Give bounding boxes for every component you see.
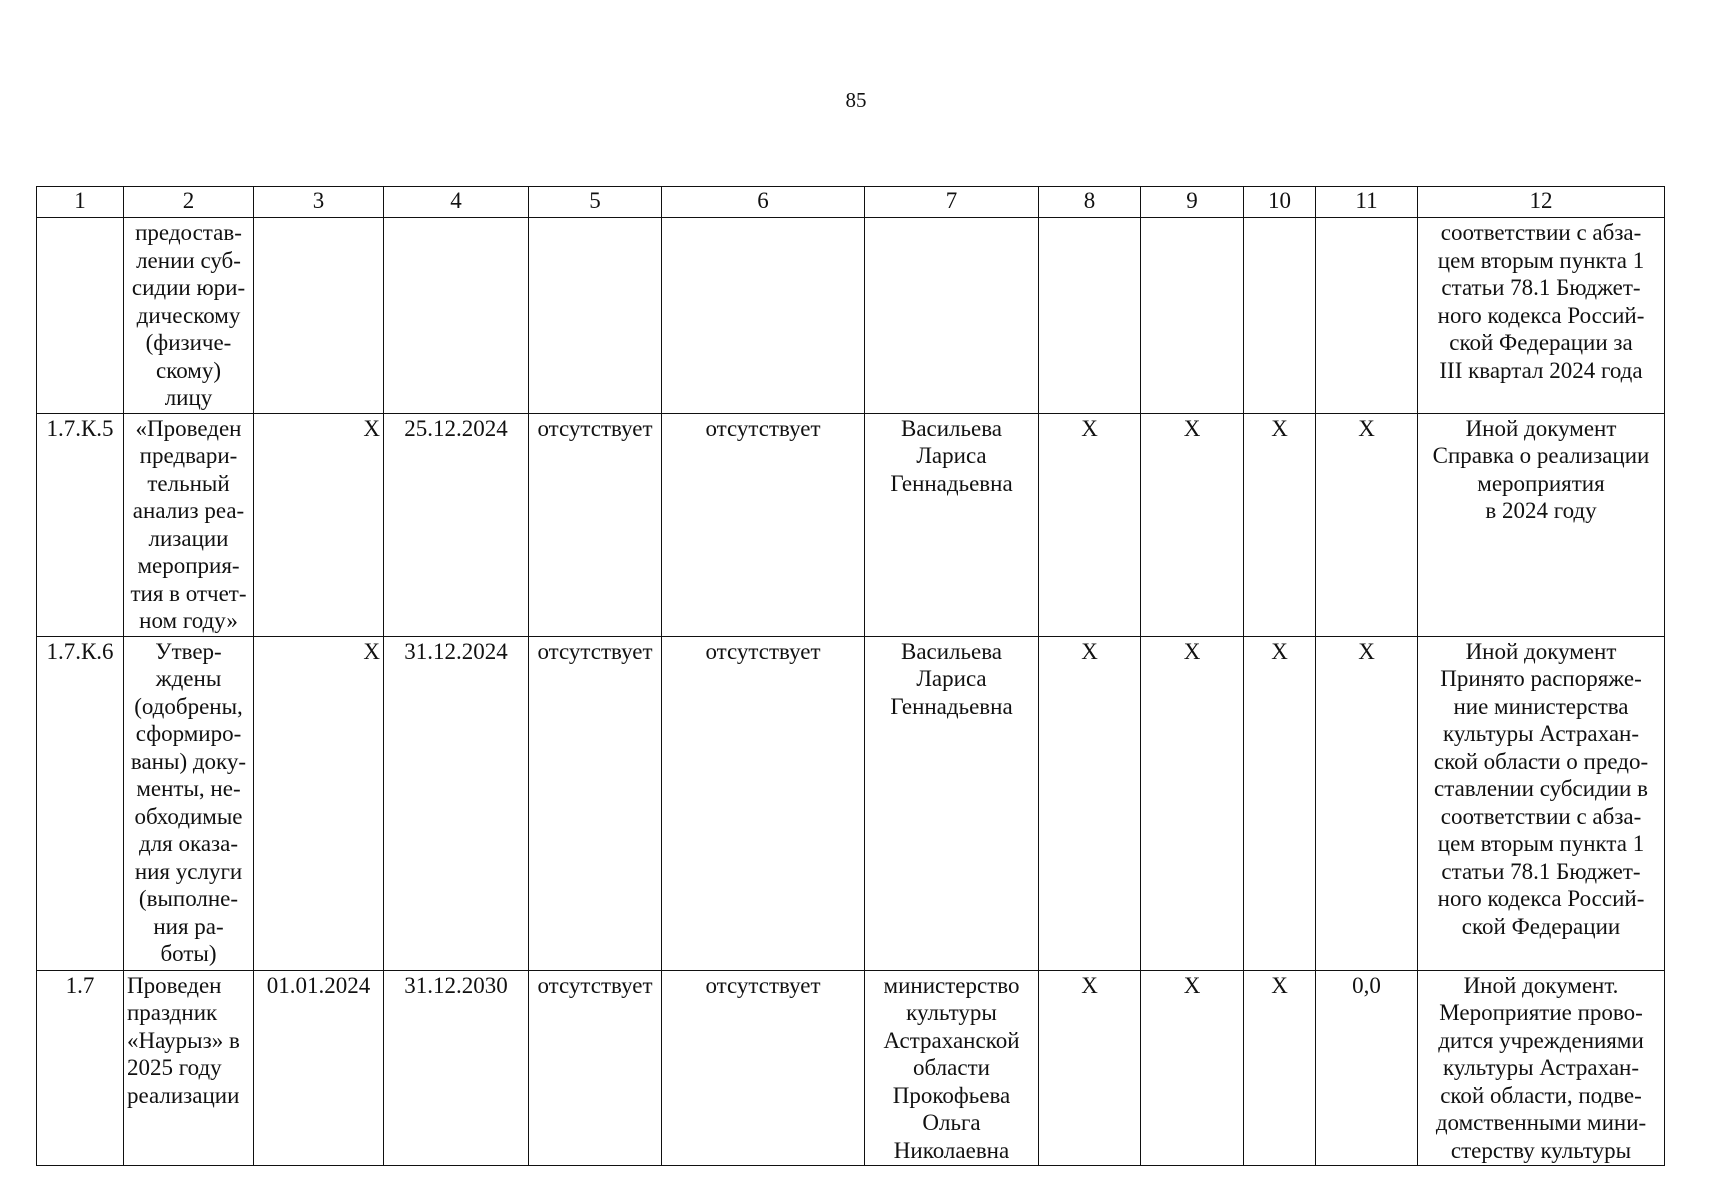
page-number: 85 bbox=[845, 88, 867, 112]
cell-number bbox=[37, 218, 124, 414]
cell-col10: X bbox=[1244, 413, 1316, 636]
cell-col9: X bbox=[1141, 970, 1244, 1166]
cell-name: предостав- лении суб- сидии юри- дическому (физиче- скому) лицу bbox=[124, 218, 254, 414]
cell-col6: отсутствует bbox=[662, 413, 865, 636]
column-header: 3 bbox=[254, 187, 384, 218]
column-header: 4 bbox=[384, 187, 529, 218]
cell-col9 bbox=[1141, 218, 1244, 414]
table-row bbox=[37, 413, 1665, 636]
cell-col11: 0,0 bbox=[1316, 970, 1418, 1166]
table-row bbox=[37, 970, 1665, 1166]
column-header: 12 bbox=[1418, 187, 1665, 218]
cell-responsible: Васильева Лариса Геннадьевна bbox=[865, 636, 1039, 970]
cell-start-date: X bbox=[254, 413, 384, 636]
cell-col8: X bbox=[1039, 413, 1141, 636]
cell-col8: X bbox=[1039, 970, 1141, 1166]
cell-end-date: 31.12.2024 bbox=[384, 636, 529, 970]
cell-col6: отсутствует bbox=[662, 970, 865, 1166]
cell-col10 bbox=[1244, 218, 1316, 414]
column-header: 7 bbox=[865, 187, 1039, 218]
cell-number: 1.7.К.5 bbox=[37, 413, 124, 636]
cell-document: Иной документ. Мероприятие прово- дится учреждениями культуры Астрахан- ской области, подве- домственными мини- стерству культуры bbox=[1418, 970, 1665, 1166]
column-header: 8 bbox=[1039, 187, 1141, 218]
cell-col5: отсутствует bbox=[529, 636, 662, 970]
column-header: 2 bbox=[124, 187, 254, 218]
column-header: 9 bbox=[1141, 187, 1244, 218]
document-table bbox=[36, 186, 1665, 1166]
column-header: 1 bbox=[37, 187, 124, 218]
table-header-row bbox=[37, 187, 1665, 218]
cell-col9: X bbox=[1141, 636, 1244, 970]
cell-end-date: 31.12.2030 bbox=[384, 970, 529, 1166]
cell-col11: X bbox=[1316, 636, 1418, 970]
cell-col9: X bbox=[1141, 413, 1244, 636]
table-row bbox=[37, 218, 1665, 414]
cell-col11 bbox=[1316, 218, 1418, 414]
cell-name: Проведен праздник «Наурыз» в 2025 году реализации bbox=[124, 970, 254, 1166]
cell-col6 bbox=[662, 218, 865, 414]
cell-document: соответствии с абза- цем вторым пункта 1 статьи 78.1 Бюджет- ного кодекса Россий- ской Федерации за III квартал 2024 года bbox=[1418, 218, 1665, 414]
cell-col10: X bbox=[1244, 636, 1316, 970]
cell-col8 bbox=[1039, 218, 1141, 414]
cell-document: Иной документ Принято распоряже- ние министерства культуры Астрахан- ской области о предо- ставлении субсидии в соответствии с абза- цем вторым пункта 1 статьи 78.1 Бюджет- ного кодекса Россий- ской Федерации bbox=[1418, 636, 1665, 970]
column-header: 5 bbox=[529, 187, 662, 218]
cell-responsible: Васильева Лариса Геннадьевна bbox=[865, 413, 1039, 636]
cell-number: 1.7.К.6 bbox=[37, 636, 124, 970]
cell-col5: отсутствует bbox=[529, 970, 662, 1166]
cell-col5: отсутствует bbox=[529, 413, 662, 636]
cell-col10: X bbox=[1244, 970, 1316, 1166]
cell-col6: отсутствует bbox=[662, 636, 865, 970]
column-header: 10 bbox=[1244, 187, 1316, 218]
cell-document: Иной документ Справка о реализации мероприятия в 2024 году bbox=[1418, 413, 1665, 636]
cell-start-date bbox=[254, 218, 384, 414]
table-row bbox=[37, 636, 1665, 970]
cell-responsible: министерство культуры Астраханской области Прокофьева Ольга Николаевна bbox=[865, 970, 1039, 1166]
cell-name: «Проведен предвари- тельный анализ реа- лизации мероприя- тия в отчет- ном году» bbox=[124, 413, 254, 636]
cell-responsible bbox=[865, 218, 1039, 414]
cell-col11: X bbox=[1316, 413, 1418, 636]
cell-start-date: X bbox=[254, 636, 384, 970]
cell-end-date: 25.12.2024 bbox=[384, 413, 529, 636]
cell-end-date bbox=[384, 218, 529, 414]
cell-name: Утвер- ждены (одобрены, сформиро- ваны) доку- менты, не- обходимые для оказа- ния услуги (выполне- ния ра- боты) bbox=[124, 636, 254, 970]
cell-start-date: 01.01.2024 bbox=[254, 970, 384, 1166]
column-header: 11 bbox=[1316, 187, 1418, 218]
cell-col5 bbox=[529, 218, 662, 414]
column-header: 6 bbox=[662, 187, 865, 218]
cell-number: 1.7 bbox=[37, 970, 124, 1166]
cell-col8: X bbox=[1039, 636, 1141, 970]
